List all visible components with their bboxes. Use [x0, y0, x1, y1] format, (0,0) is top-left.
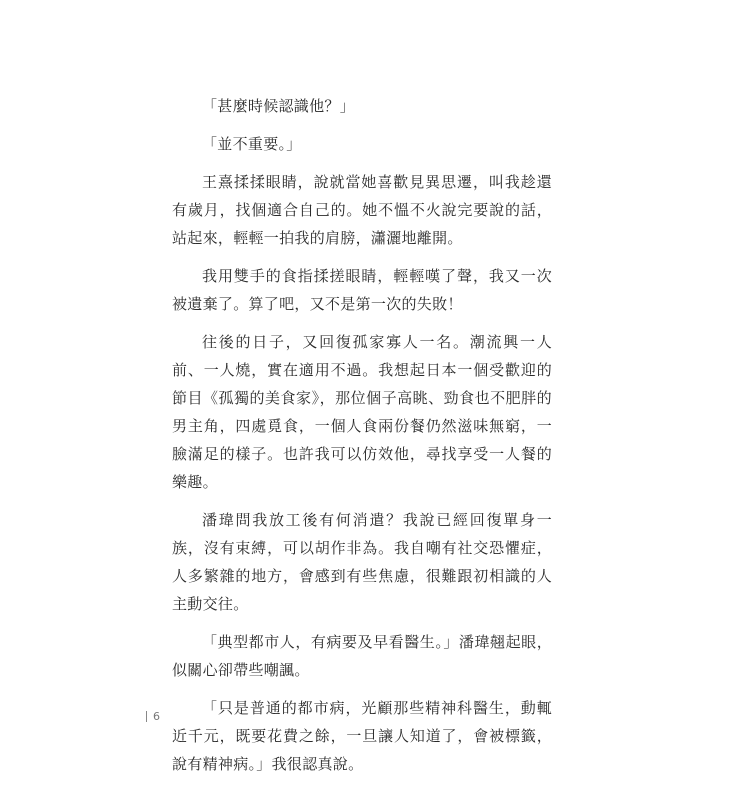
paragraph-1: 「甚麼時候認識他？」: [202, 97, 356, 115]
folio-divider: [146, 711, 147, 722]
page-number: 6: [153, 710, 160, 723]
body-text: [172, 92, 552, 788]
paragraph-4: 我用雙手的食指揉搓眼睛，輕輕嘆了聲，我又一次被遺棄了。算了吧，又不是第一次的失敗！: [172, 267, 552, 313]
paragraph-6: 潘瑋問我放工後有何消遣？我說已經回復單身一族，沒有束縛，可以胡作非為。我自嘲有社交恐懼症，人多繁雜的地方，會感到有些焦慮，很難跟初相識的人主動交往。: [172, 511, 552, 613]
paragraph-7: 「典型都市人，有病要及早看醫生。」潘瑋翹起眼，似關心卻帶些嘲諷。: [172, 633, 552, 679]
paragraph-3: 王熹揉揉眼睛，說就當她喜歡見異思遷，叫我趁還有歲月，找個適合自己的。她不慍不火說完要說的話，站起來，輕輕一拍我的肩膀，瀟灑地離開。: [172, 173, 552, 247]
paragraph-5: 往後的日子，又回復孤家寡人一名。潮流興一人前、一人燒，實在適用不過。我想起日本一個受歡迎的節目《孤獨的美食家》，那位個子高眺、勁食也不肥胖的男主角，四處覓食，一個人食兩份餐仍然滋味無窮，一臉滿足的樣子。也許我可以仿效他，尋找享受一人餐的樂趣。: [172, 333, 552, 491]
paragraph-8: 「只是普通的都市病，光顧那些精神科醫生，動輒近千元，既要花費之餘，一旦讓人知道了，會被標籤，說有精神病。」我很認真說。: [172, 699, 552, 773]
page-footer: [146, 710, 160, 723]
paragraph-2: 「並不重要。」: [202, 135, 302, 153]
